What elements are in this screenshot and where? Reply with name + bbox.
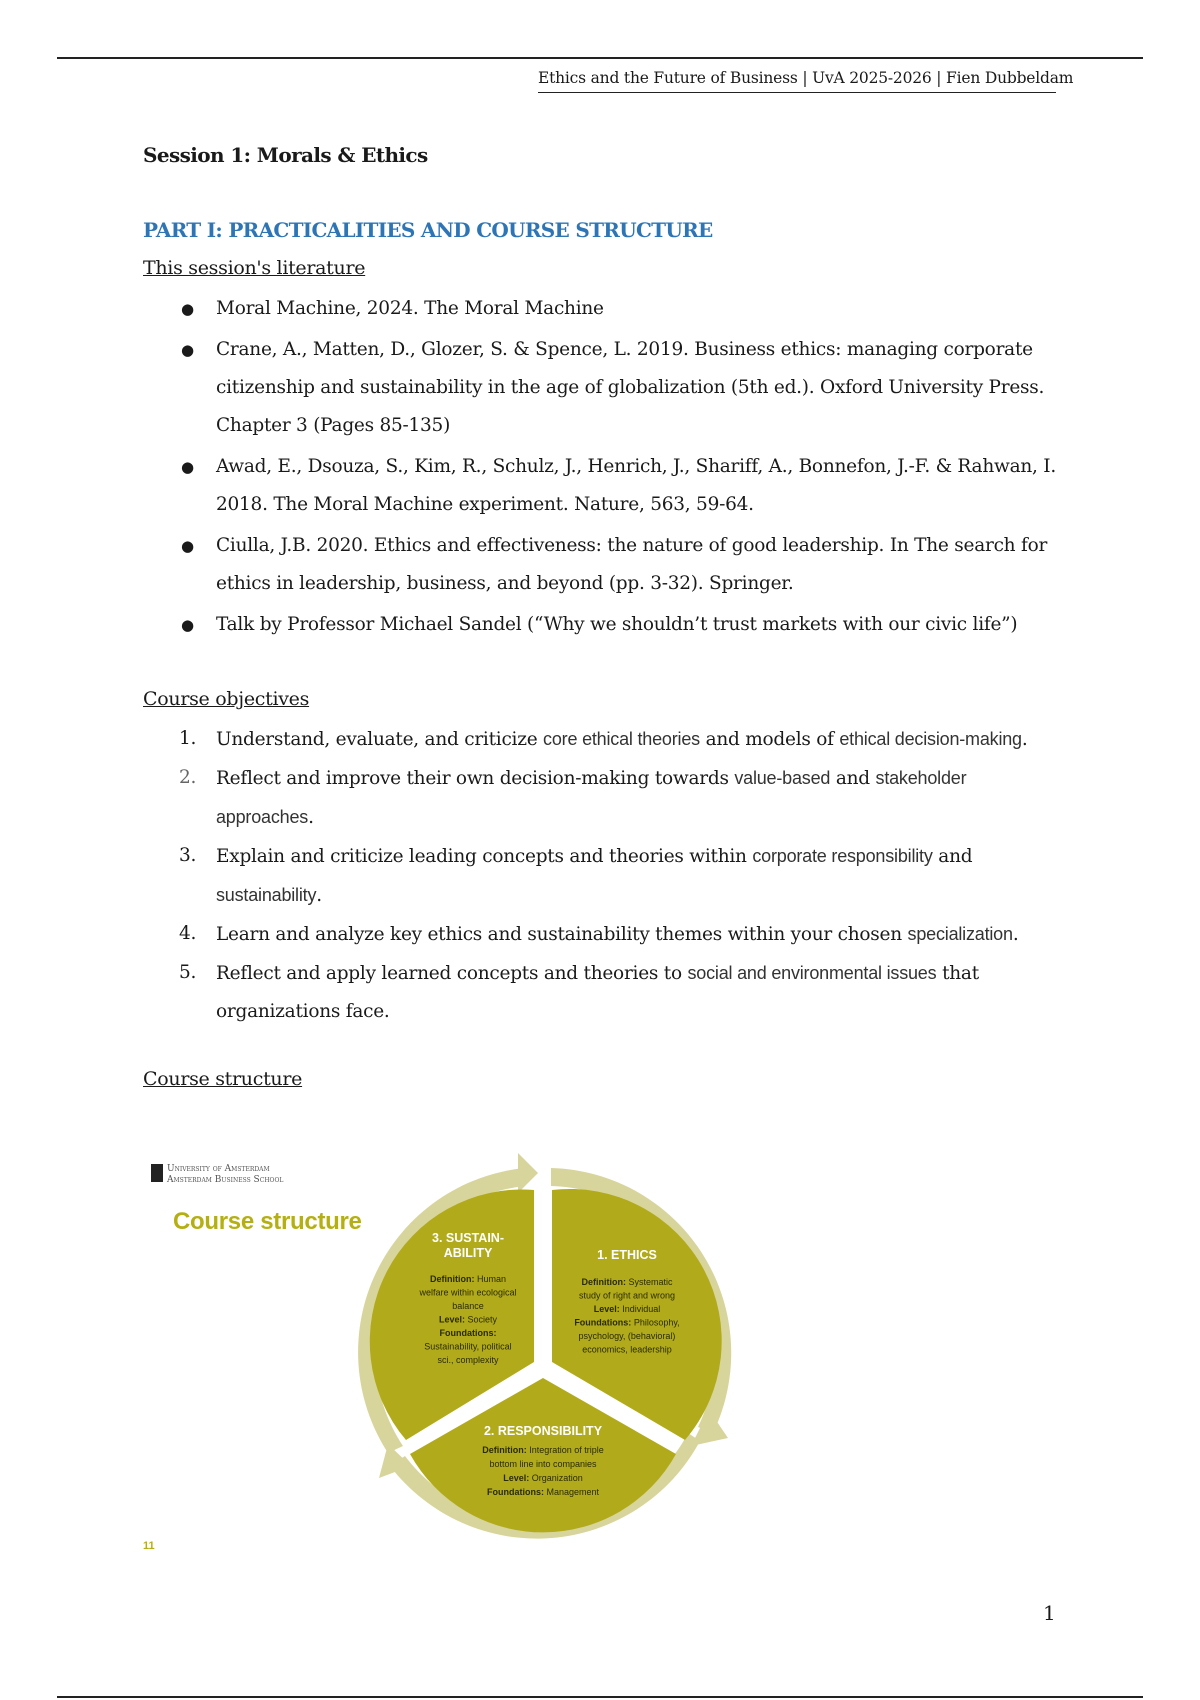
list-item: ● Talk by Professor Michael Sandel (“Why we shouldn’t trust markets with our civic life”) xyxy=(143,606,1063,644)
slide-title: Course structure xyxy=(173,1208,362,1235)
structure-heading: Course structure xyxy=(143,1068,303,1090)
top-rule xyxy=(57,57,1143,59)
running-header: Ethics and the Future of Business | UvA 2025-2026 | Fien Dubbeldam xyxy=(538,69,1056,93)
part-heading: PART I: PRACTICALITIES AND COURSE STRUCTURE xyxy=(143,218,713,242)
course-structure-diagram xyxy=(143,1148,743,1561)
list-item: 1. Understand, evaluate, and criticize core ethical theories and models of ethical decision-making. xyxy=(179,728,1028,750)
objectives-list xyxy=(143,720,1063,1031)
literature-heading: This session's literature xyxy=(143,257,366,279)
responsibility-detail-line: Definition: Integration of triple xyxy=(482,1445,604,1455)
uva-logo: University of Amsterdam Amsterdam Business School xyxy=(151,1164,283,1186)
responsibility-detail-line: Foundations: Management xyxy=(486,1487,600,1497)
list-item: 4. Learn and analyze key ethics and sustainability themes within your chosen specialization. xyxy=(179,923,1019,945)
bullet-icon: ● xyxy=(181,341,194,359)
slide-number: 11 xyxy=(143,1540,155,1552)
sustainability-detail-line: Foundations: xyxy=(439,1328,497,1338)
ethics-detail-line: Foundations: Philosophy, xyxy=(574,1317,680,1328)
sustainability-detail-line: Definition: Human xyxy=(429,1274,507,1284)
bullet-icon: ● xyxy=(181,537,194,555)
objectives-heading: Course objectives xyxy=(143,688,310,710)
responsibility-title: 2. RESPONSIBILITY xyxy=(483,1424,603,1438)
sustainability-detail-line: balance xyxy=(452,1301,484,1311)
responsibility-detail-line: Level: Organization xyxy=(503,1473,583,1483)
ethics-detail-line: Level: Individual xyxy=(593,1304,661,1314)
page-number: 1 xyxy=(1043,1601,1056,1625)
sustainability-title-2: ABILITY xyxy=(443,1246,493,1260)
sustainability-title: 3. SUSTAIN- xyxy=(432,1231,504,1245)
ethics-detail-line: economics, leadership xyxy=(582,1344,672,1355)
bottom-rule xyxy=(57,1696,1143,1698)
responsibility-detail-line: bottom line into companies xyxy=(489,1459,597,1469)
list-item: 3. Explain and criticize leading concepts and theories within corporate responsibility and sustainability. xyxy=(179,845,973,906)
sustainability-detail-line: welfare within ecological xyxy=(419,1287,517,1298)
sustainability-detail-line: Sustainability, political xyxy=(424,1341,512,1352)
sustainability-detail-line: Level: Society xyxy=(438,1314,498,1325)
list-item: 2. Reflect and improve their own decision-making towards value-based and stakeholder approaches. xyxy=(179,767,967,828)
ethics-detail-line: study of right and wrong xyxy=(578,1290,676,1301)
ethics-detail-line: Definition: Systematic xyxy=(581,1277,673,1287)
literature-list xyxy=(143,290,1063,647)
ethics-detail-line: psychology, (behavioral) xyxy=(578,1331,676,1341)
list-item: 5. Reflect and apply learned concepts and theories to social and environmental issues that organizations face. xyxy=(179,962,979,1022)
bullet-icon: ● xyxy=(181,300,194,318)
course-structure-slide xyxy=(143,1148,743,1561)
session-title: Session 1: Morals & Ethics xyxy=(143,143,428,167)
bullet-icon: ● xyxy=(181,458,194,476)
list-item: ● Ciulla, J.B. 2020. Ethics and effectiveness: the nature of good leadership. In The search for ethics in leadership, business, and beyond (pp. 3-32). Springer. xyxy=(143,527,1063,603)
list-item: ● Crane, A., Matten, D., Glozer, S. & Spence, L. 2019. Business ethics: managing corporate citizenship and sustainability in the age of globalization (5th ed.). Oxford University Press. Chapter 3 (Pages 85-135) xyxy=(143,331,1063,445)
arrow-head-top xyxy=(518,1153,538,1193)
ethics-title: 1. ETHICS xyxy=(597,1248,657,1262)
bullet-icon: ● xyxy=(181,616,194,634)
list-item: ● Moral Machine, 2024. The Moral Machine xyxy=(143,290,1063,328)
list-item: ● Awad, E., Dsouza, S., Kim, R., Schulz, J., Henrich, J., Shariff, A., Bonnefon, J.-F. & Rahwan, I. 2018. The Moral Machine experiment. Nature, 563, 59-64. xyxy=(143,448,1063,524)
sustainability-detail-line: sci., complexity xyxy=(437,1355,499,1365)
